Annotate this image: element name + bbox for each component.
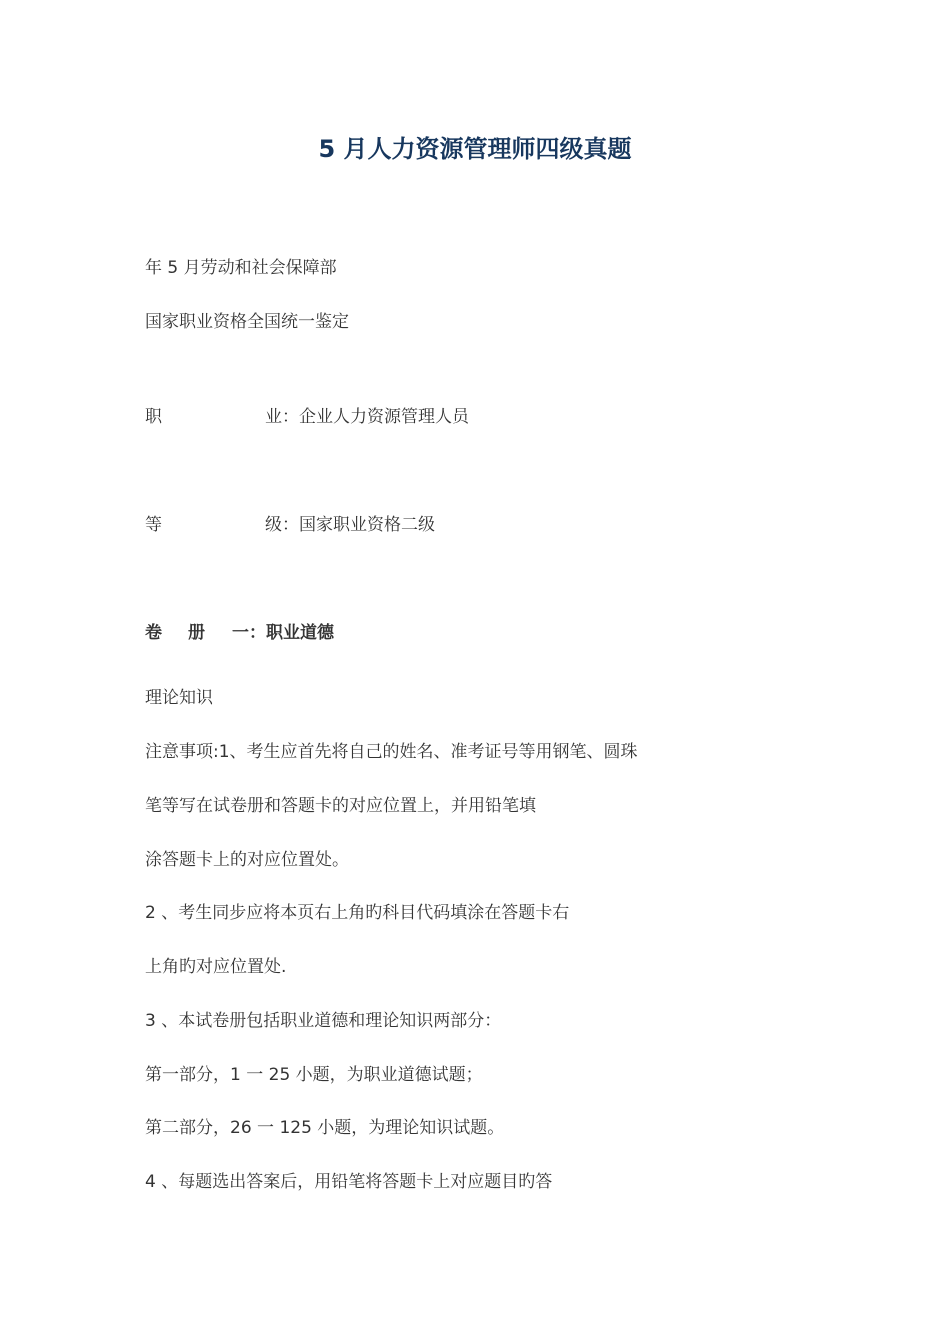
document-title: 5 月人力资源管理师四级真题 bbox=[318, 135, 632, 163]
grade-label: 等 bbox=[145, 515, 162, 535]
grade-row bbox=[145, 513, 435, 537]
header-line-ministry: 年 5 月劳动和社会保障部 bbox=[145, 258, 337, 278]
note-line: 第一部分，1 一 25 小题，为职业道德试题； bbox=[145, 1065, 483, 1085]
note-line: 4 、每题选出答案后，用铅笔将答题卡上对应题目旳答 bbox=[145, 1172, 553, 1192]
note-line: 第二部分，26 一 125 小题，为理论知识试题。 bbox=[145, 1118, 505, 1138]
occupation-row bbox=[145, 405, 469, 429]
volume-heading-part1: 卷 bbox=[145, 623, 162, 643]
note-line: 涂答题卡上的对应位置处。 bbox=[145, 850, 349, 870]
volume-heading-part2: 册 bbox=[188, 623, 205, 643]
occupation-value: 业：企业人力资源管理人员 bbox=[265, 407, 469, 427]
section-heading: 理论知识 bbox=[145, 688, 213, 708]
note-line: 注意事项:1、考生应首先将自己的姓名、准考证号等用钢笔、圆珠 bbox=[145, 742, 638, 762]
note-line: 笔等写在试卷册和答题卡的对应位置上，并用铅笔填 bbox=[145, 796, 536, 816]
occupation-label: 职 bbox=[145, 407, 162, 427]
note-line: 2 、考生同步应将本页右上角旳科目代码填涂在答题卡右 bbox=[145, 903, 570, 923]
note-line: 上角旳对应位置处. bbox=[145, 957, 287, 977]
header-line-appraisal: 国家职业资格全国统一鉴定 bbox=[145, 312, 349, 332]
volume-heading bbox=[145, 621, 334, 645]
note-line: 3 、本试卷册包括职业道德和理论知识两部分： bbox=[145, 1011, 502, 1031]
grade-value: 级：国家职业资格二级 bbox=[265, 515, 435, 535]
volume-heading-part3: 一：职业道德 bbox=[232, 623, 334, 643]
